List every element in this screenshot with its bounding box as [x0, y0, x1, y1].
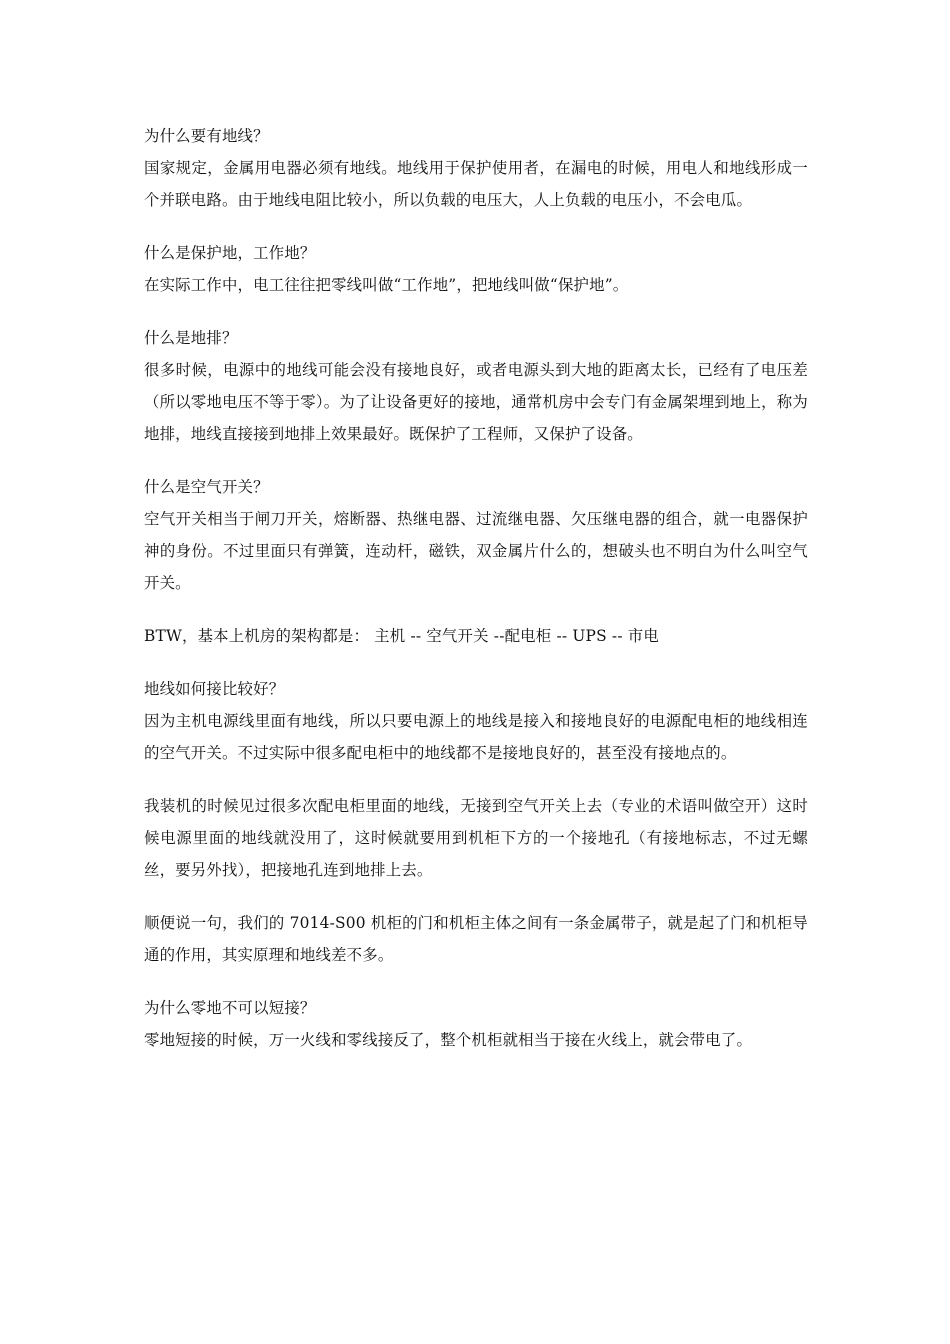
- section-paragraph: 国家规定，金属用电器必须有地线。地线用于保护使用者，在漏电的时候，用电人和地线形成一个并联电路。由于地线电阻比较小，所以负载的电压大，人上负载的电压小，不会电瓜。: [144, 159, 808, 209]
- section-paragraph: 顺便说一句，我们的 7014-S00 机柜的门和机柜主体之间有一条金属带子，就是起了门和机柜导通的作用，其实原理和地线差不多。: [144, 914, 808, 964]
- section-heading: 为什么零地不可以短接？: [144, 999, 316, 1017]
- section-paragraph: BTW，基本上机房的架构都是： 主机 -- 空气开关 --配电柜 -- UPS -- 市电: [144, 627, 659, 645]
- section-paragraph: 在实际工作中，电工往往把零线叫做“工作地”，把地线叫做“保护地”。: [144, 276, 629, 294]
- section-paragraph: 因为主机电源线里面有地线，所以只要电源上的地线是接入和接地良好的电源配电柜的地线相连的空气开关。不过实际中很多配电柜中的地线都不是接地良好的，甚至没有接地点的。: [144, 712, 808, 762]
- section-paragraph: 空气开关相当于闸刀开关，熔断器、热继电器、过流继电器、欠压继电器的组合，就一电器保护神的身份。不过里面只有弹簧，连动杆，磁铁，双金属片什么的，想破头也不明白为什么叫空气开关。: [144, 510, 808, 592]
- section-btw-architecture: [144, 620, 808, 652]
- section-heading: 什么是保护地，工作地？: [144, 244, 316, 262]
- section-paragraph: 很多时候，电源中的地线可能会没有接地良好，或者电源头到大地的距离太长，已经有了电压差（所以零地电压不等于零）。为了让设备更好的接地，通常机房中会专门有金属架埋到地上，称为地排，地线直接接到地排上效果最好。既保护了工程师，又保护了设备。: [144, 361, 808, 443]
- section-protective-working-ground: [144, 237, 808, 301]
- section-paragraph: 零地短接的时候，万一火线和零线接反了，整个机柜就相当于接在火线上，就会带电了。: [144, 1031, 753, 1049]
- section-heading: 什么是地排？: [144, 329, 238, 347]
- section-neutral-ground-short: [144, 992, 808, 1056]
- section-air-switch: [144, 471, 808, 599]
- section-why-ground-wire: [144, 120, 808, 216]
- section-paragraph: 我装机的时候见过很多次配电柜里面的地线，无接到空气开关上去（专业的术语叫做空开）这时候电源里面的地线就没用了，这时候就要用到机柜下方的一个接地孔（有接地标志，不过无螺丝，要另外找），把接地孔连到地排上去。: [144, 797, 808, 879]
- section-heading: 地线如何接比较好？: [144, 680, 285, 698]
- section-how-to-ground: [144, 673, 808, 769]
- section-cabinet-note: [144, 907, 808, 971]
- section-heading: 为什么要有地线？: [144, 127, 269, 145]
- document-body: [144, 120, 808, 1077]
- section-ground-bar: [144, 322, 808, 450]
- section-installation-experience: [144, 790, 808, 886]
- section-heading: 什么是空气开关？: [144, 478, 269, 496]
